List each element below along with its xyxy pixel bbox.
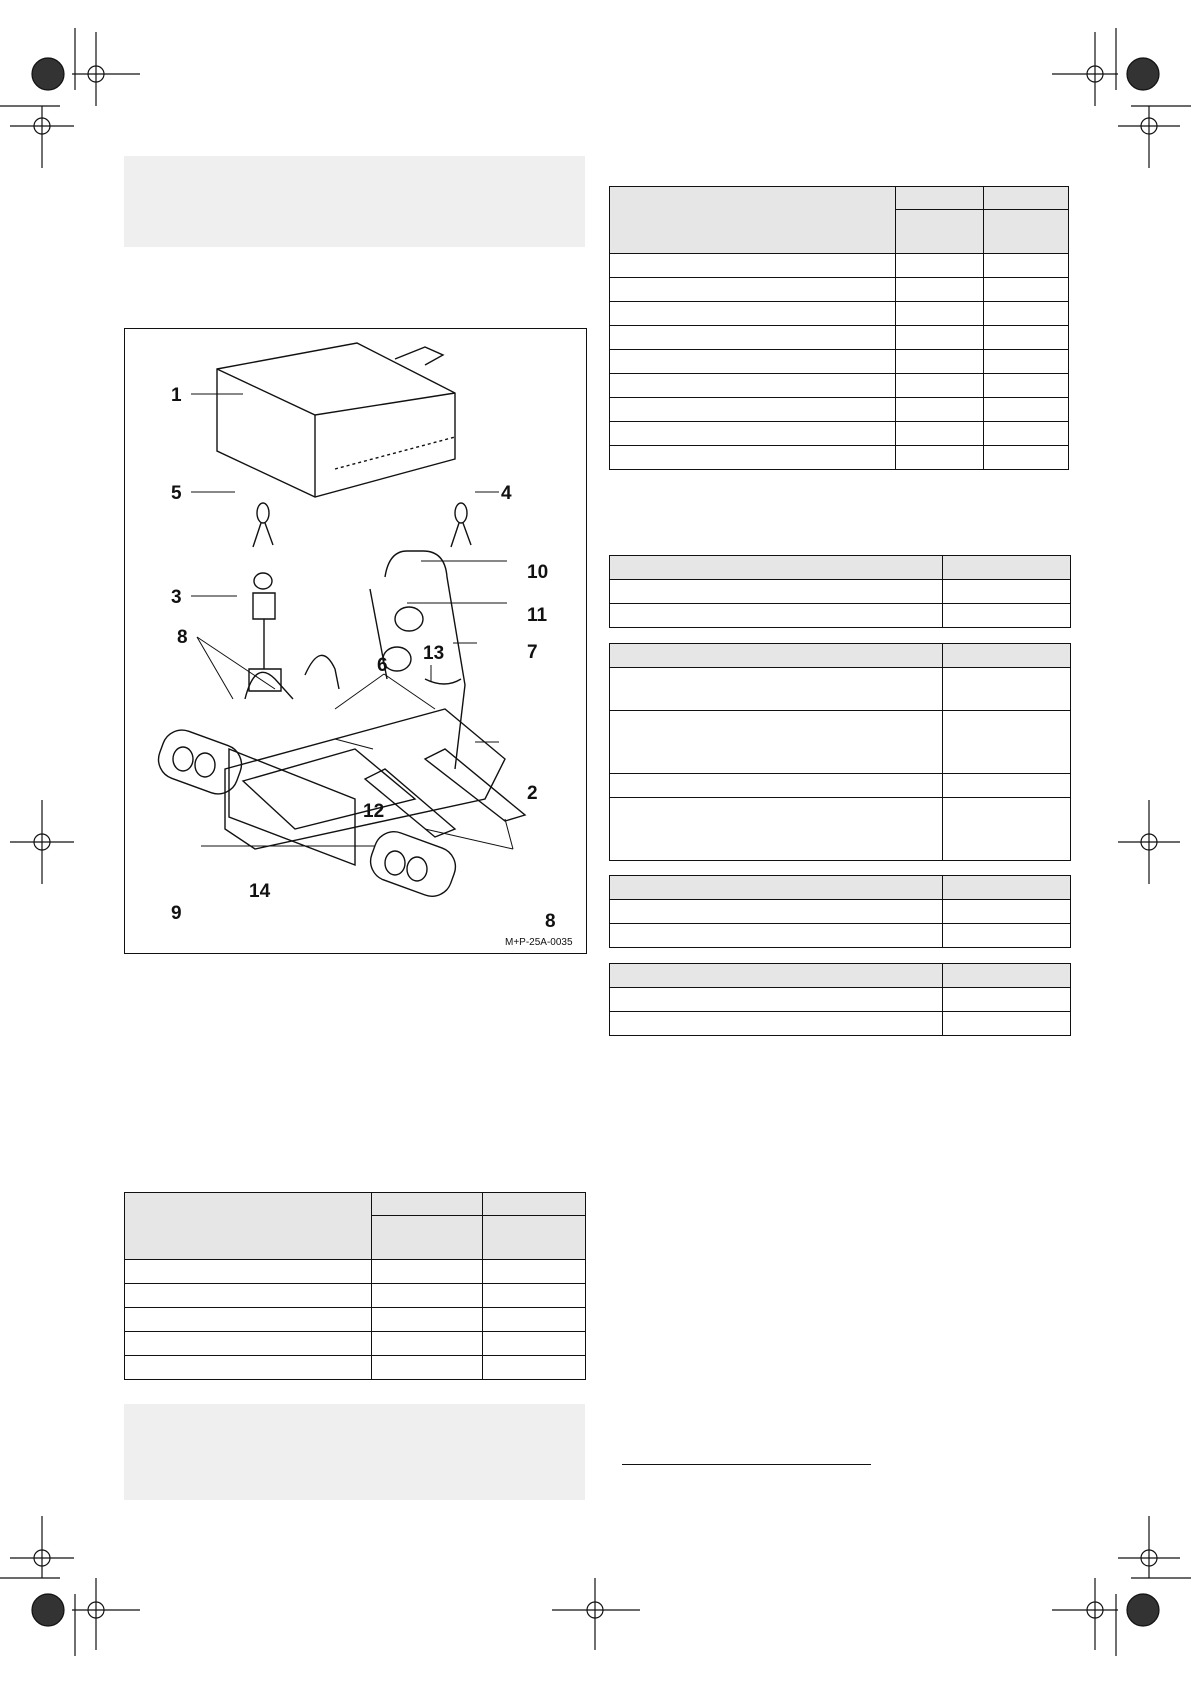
table-row	[610, 446, 1069, 470]
table-header-cell	[896, 187, 984, 210]
table-header-cell	[984, 210, 1069, 254]
table-header-cell	[610, 964, 943, 988]
table-row	[610, 988, 1071, 1012]
callout-13: 13	[423, 643, 445, 664]
table-row	[125, 1284, 586, 1308]
table-right-top	[609, 186, 1069, 470]
table-row	[610, 326, 1069, 350]
table-row	[610, 422, 1069, 446]
callout-10: 10	[527, 562, 549, 583]
figure-reference-code: M+P-25A-0035	[505, 937, 573, 948]
table-header-cell	[984, 187, 1069, 210]
note-box-top	[124, 156, 585, 247]
callout-8-left: 8	[177, 627, 188, 648]
table-header-cell	[125, 1193, 372, 1260]
table-header-cell	[483, 1193, 586, 1216]
table-row	[610, 1012, 1071, 1036]
table-row	[610, 278, 1069, 302]
table-row	[125, 1260, 586, 1284]
table-header-cell	[610, 187, 896, 254]
table-header-cell	[372, 1193, 483, 1216]
table-row	[610, 774, 1071, 798]
callout-8-right: 8	[545, 911, 556, 932]
table-header-cell	[610, 876, 943, 900]
callout-11: 11	[527, 605, 548, 626]
callout-9: 9	[171, 903, 182, 924]
callout-5: 5	[171, 483, 182, 504]
table-right-small-3	[609, 875, 1071, 948]
callout-1: 1	[171, 385, 182, 406]
table-header-cell	[943, 556, 1071, 580]
table-row	[125, 1356, 586, 1380]
callout-7: 7	[527, 642, 538, 663]
table-header-cell	[943, 964, 1071, 988]
key-icon-right	[451, 503, 471, 547]
callout-12: 12	[363, 801, 385, 822]
table-header-cell	[610, 556, 943, 580]
table-row	[610, 798, 1071, 861]
table-row	[610, 398, 1069, 422]
table-header-cell	[610, 644, 943, 668]
table-left-bottom	[124, 1192, 586, 1380]
footnote-rule	[622, 1464, 871, 1465]
table-right-small-1	[609, 555, 1071, 628]
table-row	[125, 1308, 586, 1332]
table-header-cell	[896, 210, 984, 254]
table-right-small-2	[609, 643, 1071, 861]
callout-6: 6	[377, 655, 388, 676]
note-box-bottom	[124, 1404, 585, 1500]
table-row	[610, 350, 1069, 374]
table-row	[610, 580, 1071, 604]
callout-14: 14	[249, 881, 271, 902]
table-row	[610, 711, 1071, 774]
table-row	[610, 604, 1071, 628]
table-row	[125, 1332, 586, 1356]
table-header-cell	[483, 1216, 586, 1260]
table-row	[610, 924, 1071, 948]
table-header-cell	[943, 644, 1071, 668]
bike-carrier-figure	[124, 328, 587, 954]
bike-carrier-illustration	[125, 329, 586, 953]
table-row	[610, 900, 1071, 924]
callout-2: 2	[527, 783, 538, 804]
table-row	[610, 254, 1069, 278]
callout-4: 4	[501, 483, 512, 504]
table-right-small-4	[609, 963, 1071, 1036]
table-row	[610, 374, 1069, 398]
table-row	[610, 668, 1071, 711]
callout-3: 3	[171, 587, 182, 608]
table-header-cell	[372, 1216, 483, 1260]
key-icon-left	[253, 503, 273, 547]
table-row	[610, 302, 1069, 326]
table-header-cell	[943, 876, 1071, 900]
